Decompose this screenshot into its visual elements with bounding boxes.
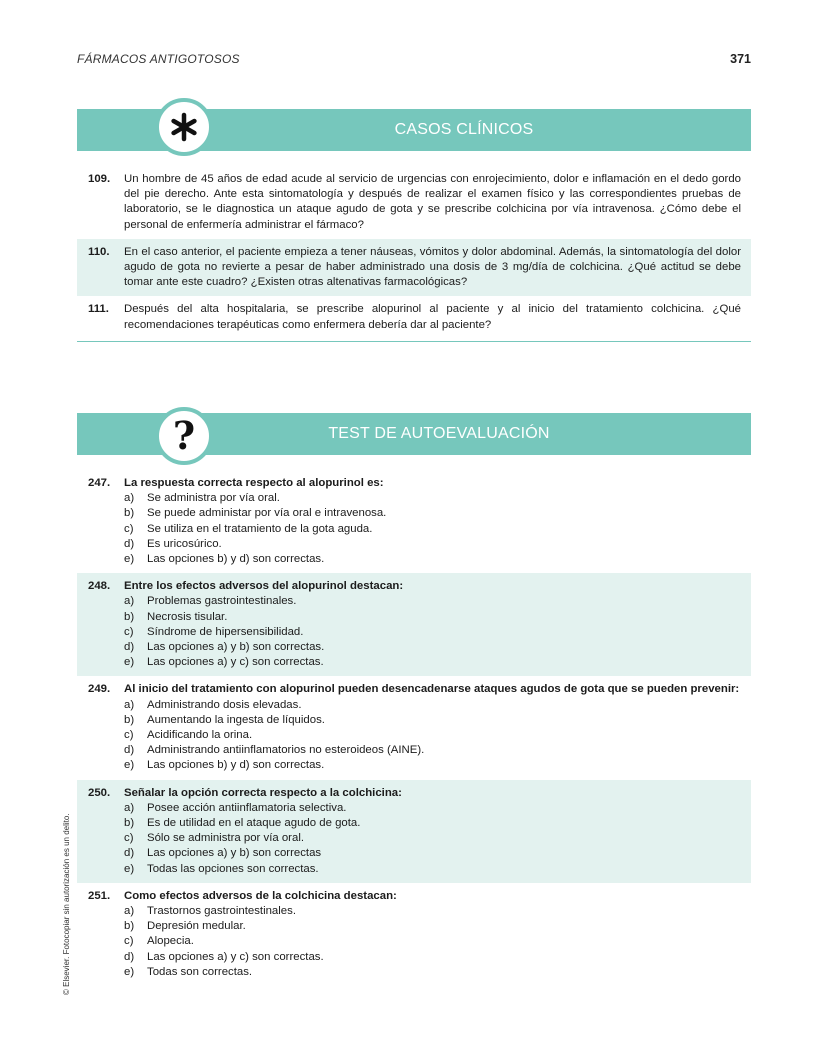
answer-option: [124, 640, 741, 655]
option-letter: e): [124, 862, 135, 875]
asterisk-icon: [169, 112, 199, 142]
answer-option: [124, 801, 741, 816]
answer-option: [124, 816, 741, 831]
option-text: Todas son correctas.: [147, 965, 253, 978]
case-item: [77, 166, 751, 239]
answer-option: [124, 552, 741, 567]
answer-option: [124, 491, 741, 506]
test-autoevaluacion-banner: [77, 413, 751, 458]
option-letter: d): [124, 537, 135, 550]
answer-option: [124, 743, 741, 758]
question-badge: [155, 407, 213, 465]
option-text: Administrando antiinflamatorios no esteroideos (AINE).: [147, 744, 425, 757]
option-text: Posee acción antiinflamatoria selectiva.: [147, 801, 347, 814]
option-letter: d): [124, 847, 135, 860]
test-question: [77, 573, 751, 676]
option-text: Sólo se administra por vía oral.: [147, 832, 305, 845]
answer-option: [124, 537, 741, 552]
option-text: Administrando dosis elevadas.: [147, 698, 302, 711]
option-letter: c): [124, 625, 134, 638]
option-text: Se administra por vía oral.: [147, 492, 280, 505]
case-number: 110.: [88, 245, 110, 258]
answer-option: [124, 594, 741, 609]
question-number: 249.: [88, 683, 111, 696]
option-letter: b): [124, 817, 135, 830]
option-text: Trastornos gastrointestinales.: [147, 905, 296, 918]
answer-option: [124, 919, 741, 934]
case-text: En el caso anterior, el paciente empieza a tener náuseas, vómitos y dolor abdominal. Además, la sintomatología del dolor agudo de gota no revierte a pesar de haber administrado una dosis de 3 mg/día de colchicina. ¿Qué actitud se debe tomar ante este cuadro? ¿Existen otras altenativas farmacológicas?: [124, 245, 741, 289]
case-item: [77, 296, 751, 338]
option-letter: e): [124, 656, 135, 669]
question-text: La respuesta correcta respecto al alopurinol es:: [124, 477, 384, 489]
answer-option: [124, 625, 741, 640]
asterisk-badge: [155, 98, 213, 156]
banner-title: CASOS CLÍNICOS: [394, 121, 534, 138]
casos-clinicos-banner: [77, 109, 751, 151]
test-question: [77, 676, 751, 779]
option-text: Es uricosúrico.: [147, 537, 222, 550]
option-letter: a): [124, 595, 135, 608]
answer-option: [124, 831, 741, 846]
casos-clinicos-list: [77, 166, 751, 339]
case-number: 111.: [88, 303, 109, 316]
option-text: Es de utilidad en el ataque agudo de gota.: [147, 817, 361, 830]
running-title: FÁRMACOS ANTIGOTOSOS: [77, 52, 240, 66]
answer-option: [124, 862, 741, 877]
copyright-note: © Elsevier. Fotocopiar sin autorización es un delito.: [62, 813, 71, 995]
option-text: Síndrome de hipersensibilidad.: [147, 625, 304, 638]
option-text: Necrosis tisular.: [147, 610, 228, 623]
question-text: Al inicio del tratamiento con alopurinol pueden desencadenarse ataques agudos de gota que se pueden prevenir:: [124, 683, 740, 696]
test-question: [77, 470, 751, 573]
option-text: Todas las opciones son correctas.: [147, 862, 319, 875]
option-text: Se utiliza en el tratamiento de la gota aguda.: [147, 522, 373, 535]
option-letter: a): [124, 698, 135, 711]
option-letter: a): [124, 492, 135, 505]
answer-option: [124, 728, 741, 743]
question-text: Como efectos adversos de la colchicina destacan:: [124, 889, 397, 902]
question-text: Señalar la opción correcta respecto a la colchicina:: [124, 786, 402, 799]
case-number: 109.: [88, 173, 111, 185]
answer-option: [124, 610, 741, 625]
page-header: [77, 52, 751, 70]
section-divider: [77, 341, 751, 342]
question-text: Entre los efectos adversos del alopurinol destacan:: [124, 580, 404, 593]
option-letter: b): [124, 507, 135, 520]
option-letter: c): [124, 935, 134, 948]
test-question-list: [77, 470, 751, 986]
option-letter: c): [124, 729, 134, 742]
answer-option: [124, 506, 741, 521]
option-letter: b): [124, 610, 135, 623]
option-letter: b): [124, 713, 135, 726]
option-letter: c): [124, 522, 134, 535]
option-text: Las opciones b) y d) son correctas.: [147, 553, 325, 566]
option-text: Las opciones a) y b) son correctas: [147, 847, 322, 860]
option-letter: e): [124, 759, 135, 772]
answer-option: [124, 934, 741, 949]
answer-option: [124, 758, 741, 773]
option-text: Se puede administar por vía oral e intravenosa.: [147, 507, 387, 520]
option-text: Las opciones a) y c) son correctas.: [147, 950, 324, 963]
question-mark-icon: ?: [172, 413, 196, 458]
option-text: Las opciones b) y d) son correctas.: [147, 759, 325, 772]
page-number: 371: [730, 52, 751, 66]
answer-option: [124, 846, 741, 861]
option-letter: b): [124, 920, 135, 933]
case-text: Un hombre de 45 años de edad acude al servicio de urgencias con enrojecimiento, dolor e inflamación en el dedo gordo del pie derecho. Ante esta sintomatología y después de realizar el examen físico y las correspondientes pruebas de laboratorio, se le diagnostica un ataque agudo de gota y se prescribe colchicina por vía intravenosa. ¿Cómo debe el personal de enfermería administrar el fármaco?: [124, 173, 741, 231]
option-letter: e): [124, 965, 135, 978]
answer-option: [124, 950, 741, 965]
option-letter: a): [124, 801, 135, 814]
answer-option: [124, 655, 741, 670]
option-letter: d): [124, 744, 135, 757]
option-letter: d): [124, 641, 135, 654]
option-letter: e): [124, 553, 135, 566]
answer-option: [124, 713, 741, 728]
test-question: [77, 780, 751, 883]
option-text: Alopecia.: [147, 935, 194, 948]
answer-option: [124, 698, 741, 713]
option-text: Aumentando la ingesta de líquidos.: [147, 713, 325, 726]
question-number: 248.: [88, 580, 111, 593]
answer-option: [124, 522, 741, 537]
option-text: Acidificando la orina.: [147, 729, 253, 742]
case-text: Después del alta hospitalaria, se prescribe alopurinol al paciente y al inicio del tratamiento colchicina. ¿Qué recomendaciones terapéuticas como enfermera debería dar al paciente?: [124, 303, 741, 331]
answer-option: [124, 965, 741, 980]
case-item: [77, 239, 751, 297]
question-number: 247.: [88, 477, 111, 489]
question-number: 250.: [88, 786, 111, 799]
option-text: Problemas gastrointestinales.: [147, 595, 297, 608]
option-letter: a): [124, 905, 135, 918]
option-text: Las opciones a) y c) son correctas.: [147, 656, 324, 669]
question-number: 251.: [88, 889, 111, 902]
option-text: Depresión medular.: [147, 920, 246, 933]
option-letter: d): [124, 950, 135, 963]
option-letter: c): [124, 832, 134, 845]
test-question: [77, 883, 751, 986]
option-text: Las opciones a) y b) son correctas.: [147, 641, 325, 654]
banner-title: TEST DE AUTOEVALUACIÓN: [328, 425, 550, 442]
answer-option: [124, 904, 741, 919]
